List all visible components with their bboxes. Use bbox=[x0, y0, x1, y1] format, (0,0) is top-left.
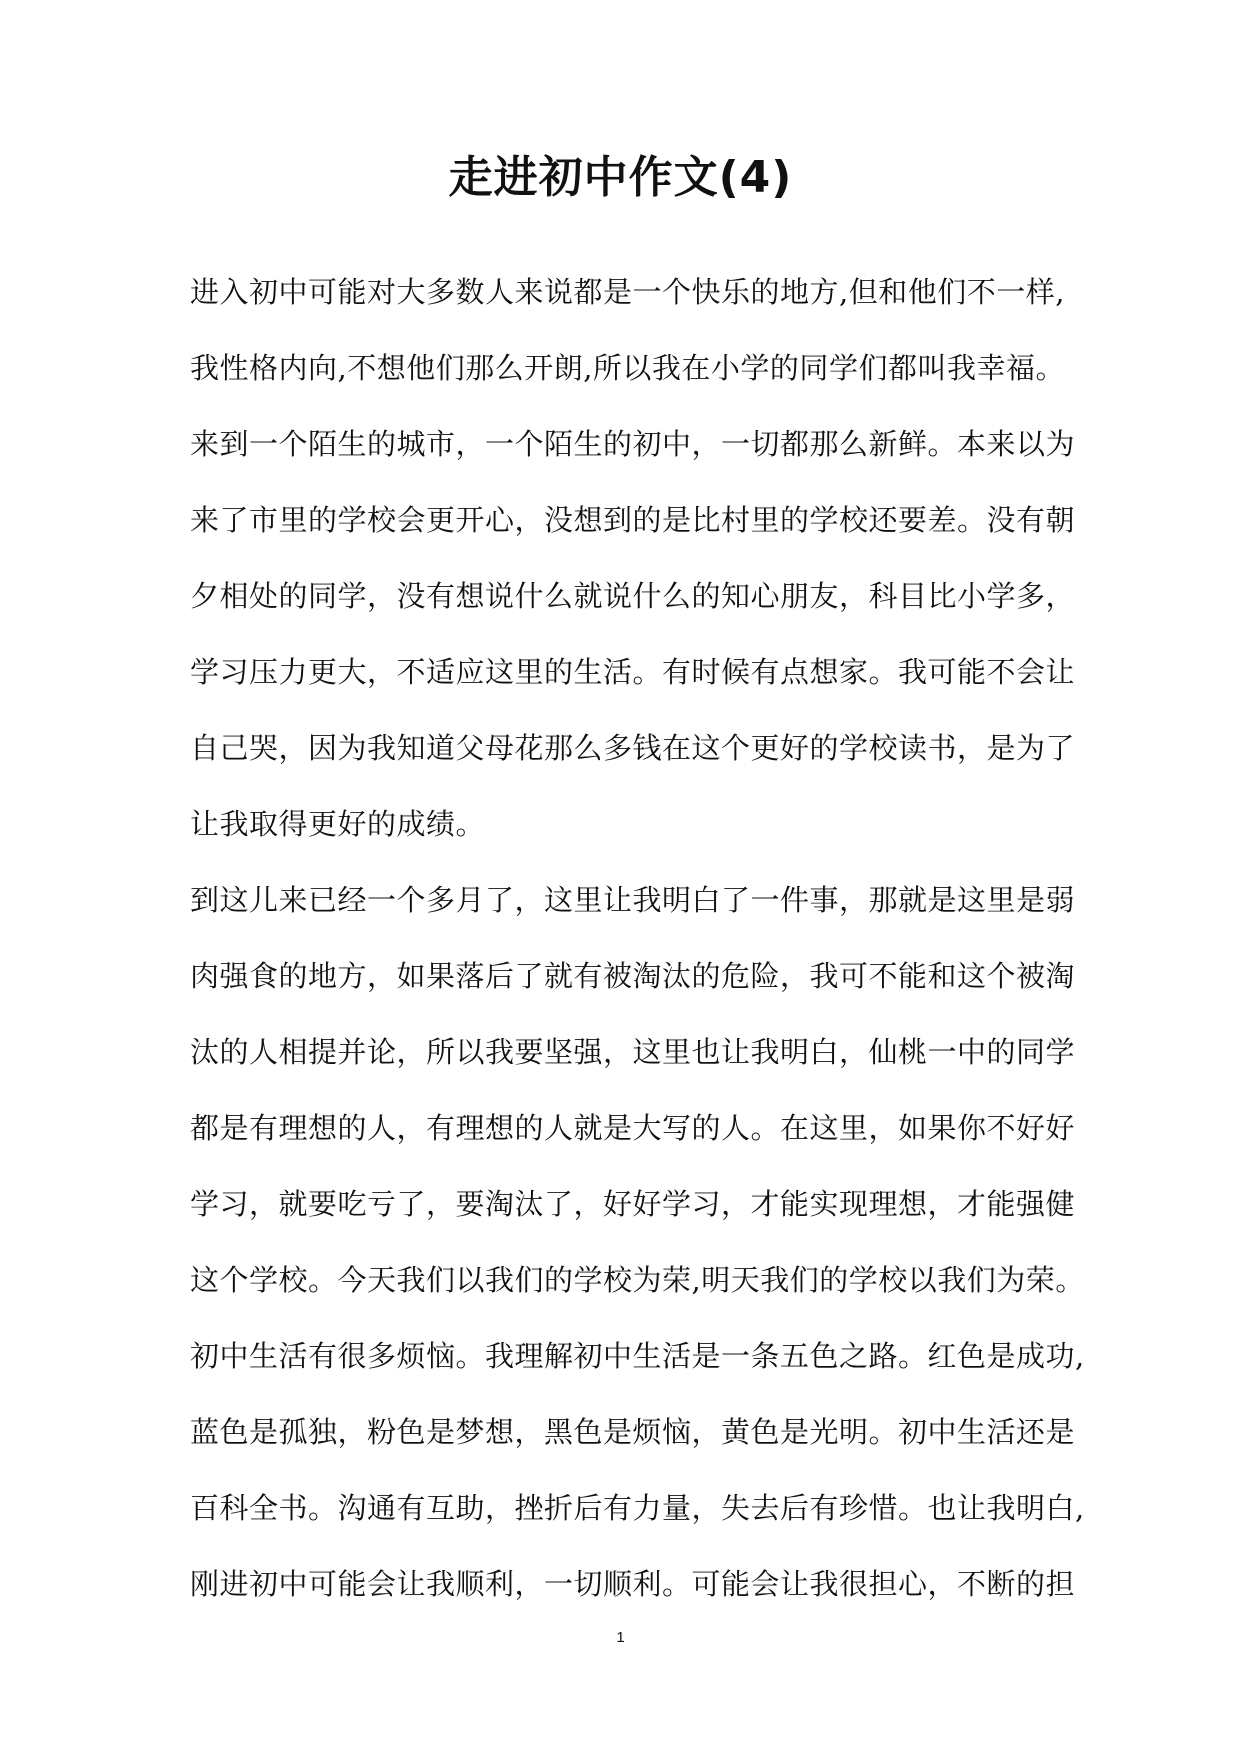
body-line: 汰的人相提并论，所以我要坚强，这里也让我明白，仙桃一中的同学 bbox=[190, 1035, 1076, 1069]
body-line: 这个学校。今天我们以我们的学校为荣,明天我们的学校以我们为荣。 bbox=[190, 1263, 1085, 1297]
page-number: 1 bbox=[616, 1629, 625, 1646]
body-line: 肉强食的地方，如果落后了就有被淘汰的危险，我可不能和这个被淘 bbox=[190, 959, 1076, 993]
body-line: 进入初中可能对大多数人来说都是一个快乐的地方,但和他们不一样, bbox=[190, 275, 1065, 309]
body-line: 学习，就要吃亏了，要淘汰了，好好学习，才能实现理想，才能强健 bbox=[190, 1187, 1076, 1221]
body-line: 初中生活有很多烦恼。我理解初中生活是一条五色之路。红色是成功, bbox=[190, 1339, 1085, 1373]
body-line: 来到一个陌生的城市，一个陌生的初中，一切都那么新鲜。本来以为 bbox=[190, 427, 1076, 461]
body-line: 百科全书。沟通有互助，挫折后有力量，失去后有珍惜。也让我明白, bbox=[190, 1491, 1085, 1525]
body-line: 夕相处的同学，没有想说什么就说什么的知心朋友，科目比小学多， bbox=[190, 579, 1076, 613]
body-line: 来了市里的学校会更开心，没想到的是比村里的学校还要差。没有朝 bbox=[190, 503, 1076, 537]
body-line: 我性格内向,不想他们那么开朗,所以我在小学的同学们都叫我幸福。 bbox=[190, 351, 1065, 385]
body-line: 刚进初中可能会让我顺利，一切顺利。可能会让我很担心，不断的担 bbox=[190, 1567, 1076, 1601]
body-line: 都是有理想的人，有理想的人就是大写的人。在这里，如果你不好好 bbox=[190, 1111, 1076, 1145]
body-line: 蓝色是孤独，粉色是梦想，黑色是烦恼，黄色是光明。初中生活还是 bbox=[190, 1415, 1076, 1449]
body-line: 学习压力更大，不适应这里的生活。有时候有点想家。我可能不会让 bbox=[190, 655, 1076, 689]
document-title: 走进初中作文(4) bbox=[448, 152, 793, 203]
document-body bbox=[190, 254, 1085, 1622]
body-line: 让我取得更好的成绩。 bbox=[190, 807, 486, 841]
body-line: 到这儿来已经一个多月了，这里让我明白了一件事，那就是这里是弱 bbox=[190, 883, 1076, 917]
body-line: 自己哭，因为我知道父母花那么多钱在这个更好的学校读书，是为了 bbox=[190, 731, 1076, 765]
